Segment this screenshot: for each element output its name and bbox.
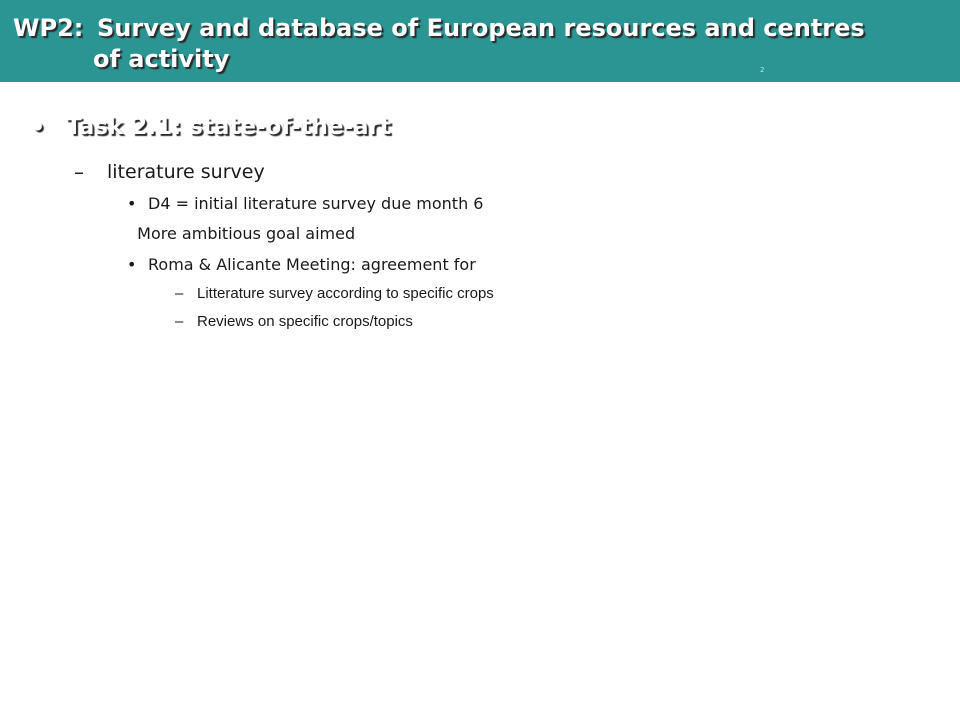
slide-title-continuation: of activity <box>93 45 230 73</box>
subheading-dash-icon: – <box>74 160 84 184</box>
sub-list-item: Reviews on specific crops/topics <box>197 313 413 330</box>
sub-list-item: Litterature survey according to specific crops <box>197 285 494 302</box>
subheading: literature survey <box>107 161 265 183</box>
list-item: D4 = initial literature survey due month 6 <box>148 194 484 213</box>
slide-title-prefix: WP2: <box>13 14 84 42</box>
task-heading: Task 2.1: state-of-the-art <box>66 114 391 140</box>
list-item-arrow-line <box>127 223 355 245</box>
list-item: More ambitious goal aimed <box>137 224 356 243</box>
task-bullet-icon: • <box>30 113 46 141</box>
list-item-bullet-icon: • <box>127 194 137 213</box>
sub-list-dash-icon: – <box>175 285 184 302</box>
list-item-bullet-icon: • <box>127 255 137 274</box>
list-item: Roma & Alicante Meeting: agreement for <box>148 255 476 274</box>
slide-number: 2 <box>760 66 765 74</box>
slide-title: Survey and database of European resources and centres <box>97 14 865 42</box>
sub-list-dash-icon: – <box>175 313 184 330</box>
title-bar <box>0 0 960 82</box>
